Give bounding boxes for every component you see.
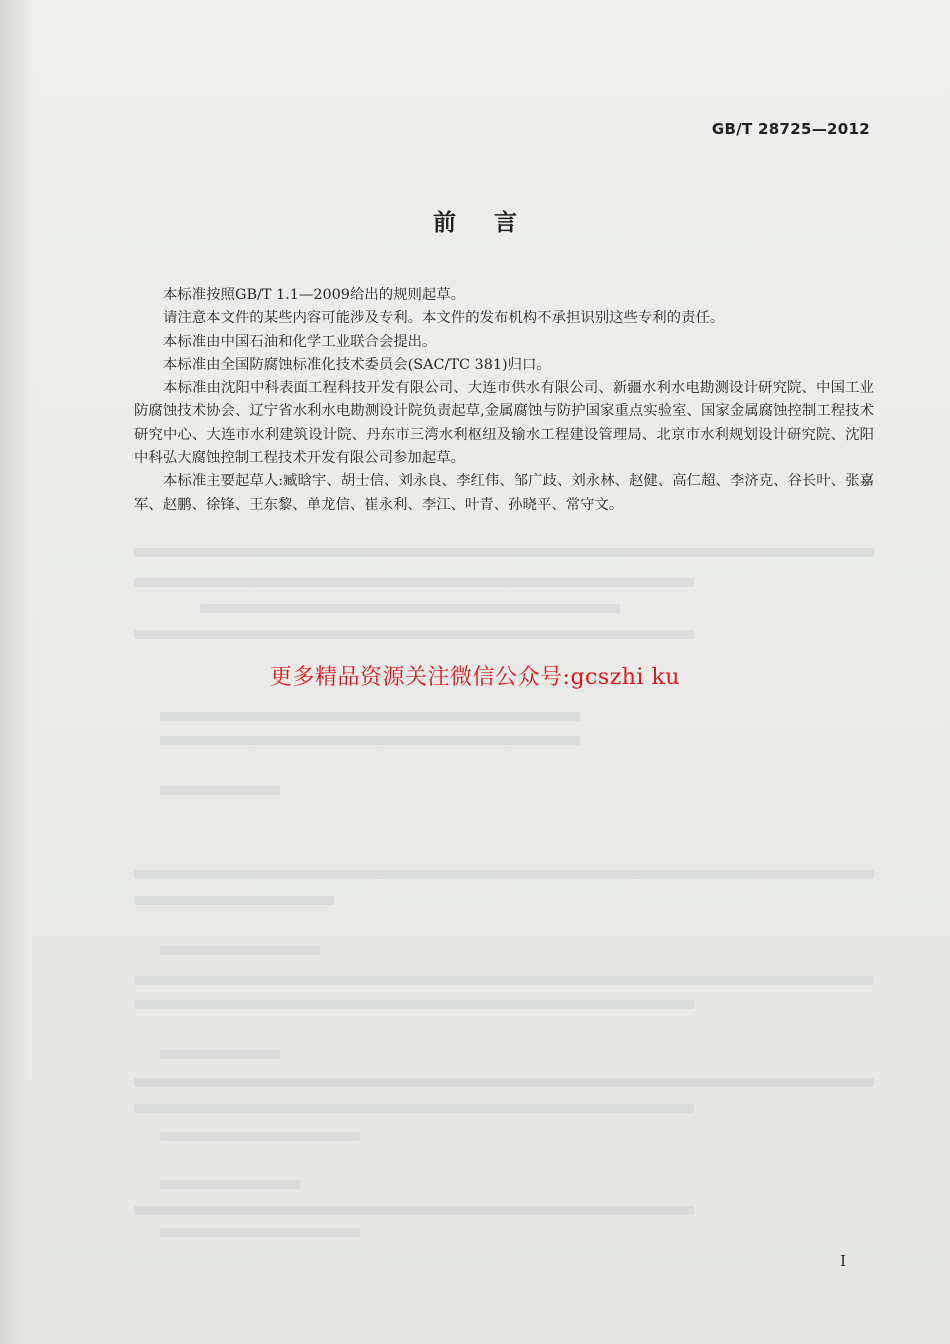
- paragraph-drafters: 本标准主要起草人:臧晗宇、胡士信、刘永良、李红伟、邹广歧、刘永林、赵健、高仁超、李济克、谷长叶、张嘉军、赵鹏、徐锋、王东黎、单龙信、崔永利、李江、叶青、孙晓平、常守文。: [134, 473, 874, 513]
- bleed-through-line: [160, 1132, 360, 1141]
- bleed-through-line: [134, 896, 334, 905]
- bleed-through-line: [134, 548, 874, 557]
- bleed-through-line: [134, 1104, 694, 1113]
- paragraph-committee: 本标准由全国防腐蚀标准化技术委员会(SAC/TC 381)归口。: [163, 356, 551, 373]
- paragraph-patent-notice: 请注意本文件的某些内容可能涉及专利。本文件的发布机构不承担识别这些专利的责任。: [163, 310, 725, 327]
- bleed-through-line: [134, 1206, 694, 1215]
- paragraph-proposer: 本标准由中国石油和化学工业联合会提出。: [163, 333, 437, 350]
- bleed-through-line: [160, 946, 320, 955]
- bleed-through-line: [134, 1000, 694, 1009]
- bleed-through-line: [160, 786, 280, 795]
- bleed-through-line: [160, 1050, 280, 1059]
- promo-watermark: 更多精品资源关注微信公众号:gcszhi ku: [270, 665, 680, 690]
- bleed-through-line: [134, 870, 874, 879]
- bleed-through-line: [160, 712, 580, 721]
- standard-code: GB/T 28725—2012: [711, 120, 870, 138]
- bleed-through-line: [160, 736, 580, 745]
- bleed-through-line: [134, 1078, 874, 1087]
- foreword-body: [134, 284, 874, 517]
- bleed-through-line: [134, 976, 874, 985]
- bleed-through-line: [134, 630, 694, 639]
- bleed-through-line: [134, 578, 694, 587]
- bleed-through-line: [200, 604, 620, 613]
- page-number: I: [840, 1252, 846, 1270]
- paragraph-drafting-rules: 本标准按照GB/T 1.1—2009给出的规则起草。: [163, 287, 466, 303]
- bleed-through-line: [160, 1180, 300, 1189]
- bleed-through-line: [160, 1228, 360, 1237]
- paragraph-drafting-units: 本标准由沈阳中科表面工程科技开发有限公司、大连市供水有限公司、新疆水利水电勘测设计研究院、中国工业防腐蚀技术协会、辽宁省水利水电勘测设计院负责起草,金属腐蚀与防护国家重点实验室、国家金属腐蚀控制工程技术研究中心、大连市水利建筑设计院、丹东市三湾水利枢纽及输水工程建设管理局、北京市水利规划设计研究院、沈阳中科弘大腐蚀控制工程技术开发有限公司参加起草。: [134, 380, 874, 467]
- page-title: 前言: [433, 210, 555, 236]
